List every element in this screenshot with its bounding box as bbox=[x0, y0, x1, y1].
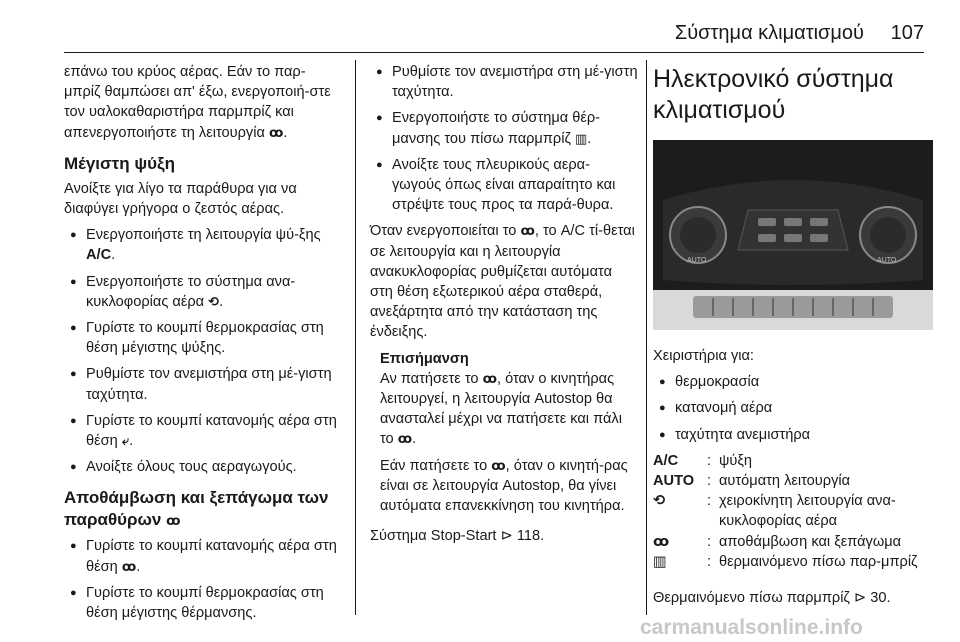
defrost-icon: ꝏ bbox=[653, 533, 670, 550]
defog-steps bbox=[64, 536, 342, 623]
controls-list bbox=[653, 372, 933, 445]
cross-reference[interactable] bbox=[370, 526, 638, 546]
text: Γυρίστε το κουμπί κατανομής αέρα στη θέση bbox=[86, 412, 337, 450]
reference-arrow-icon: ⊳ bbox=[853, 590, 867, 607]
note-paragraph-2 bbox=[380, 456, 638, 517]
page-number: 107 bbox=[890, 22, 924, 44]
separator: : bbox=[707, 473, 712, 490]
text: . bbox=[136, 558, 141, 575]
section-title: Ηλεκτρονικό σύστημα κλιματισμού bbox=[653, 65, 894, 124]
button-definitions bbox=[653, 451, 933, 572]
defrost-icon: ꝏ bbox=[482, 370, 497, 386]
list-item bbox=[64, 536, 342, 576]
photo-label-auto-left: AUTO bbox=[687, 257, 707, 264]
list-item: ● κατανομή αέρα bbox=[653, 398, 933, 418]
cooling-intro: Ανοίξτε για λίγο τα παράθυρα για να διαφύγει γρήγορα ο ζεστός αέρας. bbox=[64, 180, 297, 218]
list-item bbox=[64, 411, 342, 451]
text: , το A/C τί-θεται σε λειτουργία και η λειτουργία ανακυκλοφορίας ρυθμίζεται αυτόματα στη θέση εξωτερικού αέρα σταθερά, ανεξάρτητα από την κατάσταση της ένδειξης. bbox=[370, 223, 635, 341]
separator: : bbox=[707, 493, 712, 510]
definition-text: χειροκίνητη λειτουργία ανα-κυκλοφορίας αέρα bbox=[719, 493, 896, 530]
text: Αν πατήσετε το bbox=[380, 370, 479, 387]
definition-text: ψύξη bbox=[719, 452, 753, 469]
text: , όταν ο κινητή-ρας είναι σε λειτουργία Autostop, θα γίνει αυτόματα επανεκκίνηση του κινητήρα. bbox=[380, 457, 628, 515]
ac-key: A/C bbox=[653, 452, 679, 469]
reference-page: 118. bbox=[516, 528, 545, 545]
recirculation-icon: ⟲ bbox=[653, 493, 666, 510]
text: Αποθάμβωση και ξεπάγωμα των παραθύρων bbox=[64, 488, 329, 530]
list-item: ● Ρυθμίστε τον ανεμιστήρα στη μέ-γιστη ταχύτητα. bbox=[64, 364, 342, 404]
text: . bbox=[283, 124, 288, 141]
list-item: ● Ανοίξτε τους πλευρικούς αερα-γωγούς όπως είναι απαραίτητο και στρέψτε τους προς τα παρά-θυρα. bbox=[370, 155, 638, 216]
definition-text: θερμαινόμενο πίσω παρ-μπρίζ bbox=[719, 553, 918, 570]
defrost-icon: ꝏ bbox=[268, 124, 284, 140]
defog-steps-continued bbox=[370, 62, 638, 215]
separator: : bbox=[707, 553, 712, 570]
list-item: ● ταχύτητα ανεμιστήρα bbox=[653, 425, 933, 445]
defrost-icon: ꝏ bbox=[397, 431, 413, 447]
list-item: ● θερμοκρασία bbox=[653, 372, 933, 392]
list-item: ● Ανοίξτε όλους τους αεραγωγούς. bbox=[64, 457, 342, 477]
list-item: ● Ρυθμίστε τον ανεμιστήρα στη μέ-γιστη ταχύτητα. bbox=[370, 62, 638, 102]
text: . bbox=[412, 431, 417, 448]
defrost-icon: ꝏ bbox=[166, 513, 181, 529]
heading-max-cooling: Μέγιστη ψύξη bbox=[64, 153, 175, 173]
note-box bbox=[370, 349, 638, 517]
definition-row bbox=[653, 532, 933, 552]
definition-row bbox=[653, 471, 933, 491]
recirculation-icon: ⟲ bbox=[208, 293, 220, 309]
ac-keyword: A/C bbox=[86, 247, 112, 264]
list-item bbox=[64, 225, 342, 265]
definition-text: αυτόματη λειτουργία bbox=[719, 473, 851, 490]
cross-reference[interactable] bbox=[653, 588, 933, 608]
text: . bbox=[129, 433, 134, 450]
column-divider-1 bbox=[355, 60, 356, 615]
text: . bbox=[111, 247, 116, 264]
rear-window-heater-icon: ▥ bbox=[574, 130, 588, 146]
controls-intro: Χειριστήρια για: bbox=[653, 348, 754, 364]
text: Σύστημα Stop-Start bbox=[370, 528, 497, 545]
defrost-icon: ꝏ bbox=[491, 457, 506, 473]
note-paragraph-1 bbox=[380, 369, 638, 450]
column-1 bbox=[64, 62, 342, 629]
rear-window-heater-icon: ▥ bbox=[653, 553, 667, 570]
header-rule bbox=[64, 52, 924, 53]
column-divider-2 bbox=[646, 60, 647, 615]
note-title: Επισήμανση bbox=[380, 350, 469, 367]
text: . bbox=[219, 293, 224, 310]
heading-defog bbox=[64, 487, 342, 532]
column-2 bbox=[370, 62, 638, 552]
text: Ενεργοποιήστε το σύστημα θέρ-μανσης του πίσω παρμπρίζ bbox=[392, 110, 601, 147]
column-3 bbox=[653, 62, 933, 614]
definition-row bbox=[653, 451, 933, 471]
text: Ενεργοποιήστε τη λειτουργία ψύ-ξης bbox=[86, 227, 321, 244]
list-item bbox=[64, 272, 342, 312]
definition-row bbox=[653, 552, 933, 572]
photo-label-auto-right: AUTO bbox=[877, 257, 897, 264]
separator: : bbox=[707, 533, 712, 550]
list-item bbox=[370, 108, 638, 148]
climate-control-panel-photo bbox=[653, 140, 933, 330]
definition-row bbox=[653, 491, 933, 531]
text: Εάν πατήσετε το bbox=[380, 457, 488, 474]
cooling-steps bbox=[64, 225, 342, 477]
text: . bbox=[587, 130, 592, 147]
reference-arrow-icon: ⊳ bbox=[500, 528, 513, 545]
footwell-air-icon: ⤶ bbox=[121, 433, 130, 449]
text: επάνω του κρύος αέρας. Εάν το παρ-μπρίζ θαμπώσει απ' έξω, ενεργοποιή-στε τον υαλοκαθαριστήρα παρμπρίζ και απενεργοποιήστε τη λειτουργία bbox=[64, 64, 331, 141]
list-item: ● Γυρίστε το κουμπί θερμοκρασίας στη θέση μέγιστης θέρμανσης. bbox=[64, 583, 342, 623]
text: Θερμαινόμενο πίσω παρμπρίζ bbox=[653, 590, 850, 607]
definition-text: αποθάμβωση και ξεπάγωμα bbox=[719, 533, 902, 550]
auto-key: AUTO bbox=[653, 473, 695, 490]
reference-page: 30. bbox=[870, 590, 891, 607]
paragraph-continuation bbox=[64, 62, 342, 143]
defrost-icon: ꝏ bbox=[520, 223, 535, 239]
watermark: carmanualsonline.info bbox=[640, 616, 863, 639]
text: Γυρίστε το κουμπί κατανομής αέρα στη θέση bbox=[86, 538, 337, 575]
page-title: Σύστημα κλιματισμού bbox=[674, 22, 864, 44]
text: , όταν ο κινητήρας λειτουργεί, η λειτουργία Autostop θα ανασταλεί μέχρι να πατήσετε και πάλι το bbox=[380, 370, 622, 448]
separator: : bbox=[707, 452, 712, 469]
text: Όταν ενεργοποιείται το bbox=[370, 223, 517, 240]
defrost-icon: ꝏ bbox=[121, 558, 137, 574]
page-header bbox=[0, 0, 960, 56]
list-item: ● Γυρίστε το κουμπί θερμοκρασίας στη θέση μέγιστης ψύξης. bbox=[64, 318, 342, 358]
text: Ενεργοποιήστε το σύστημα ανα-κυκλοφορίας αέρα bbox=[86, 273, 296, 310]
paragraph-ac-behavior bbox=[370, 221, 638, 342]
